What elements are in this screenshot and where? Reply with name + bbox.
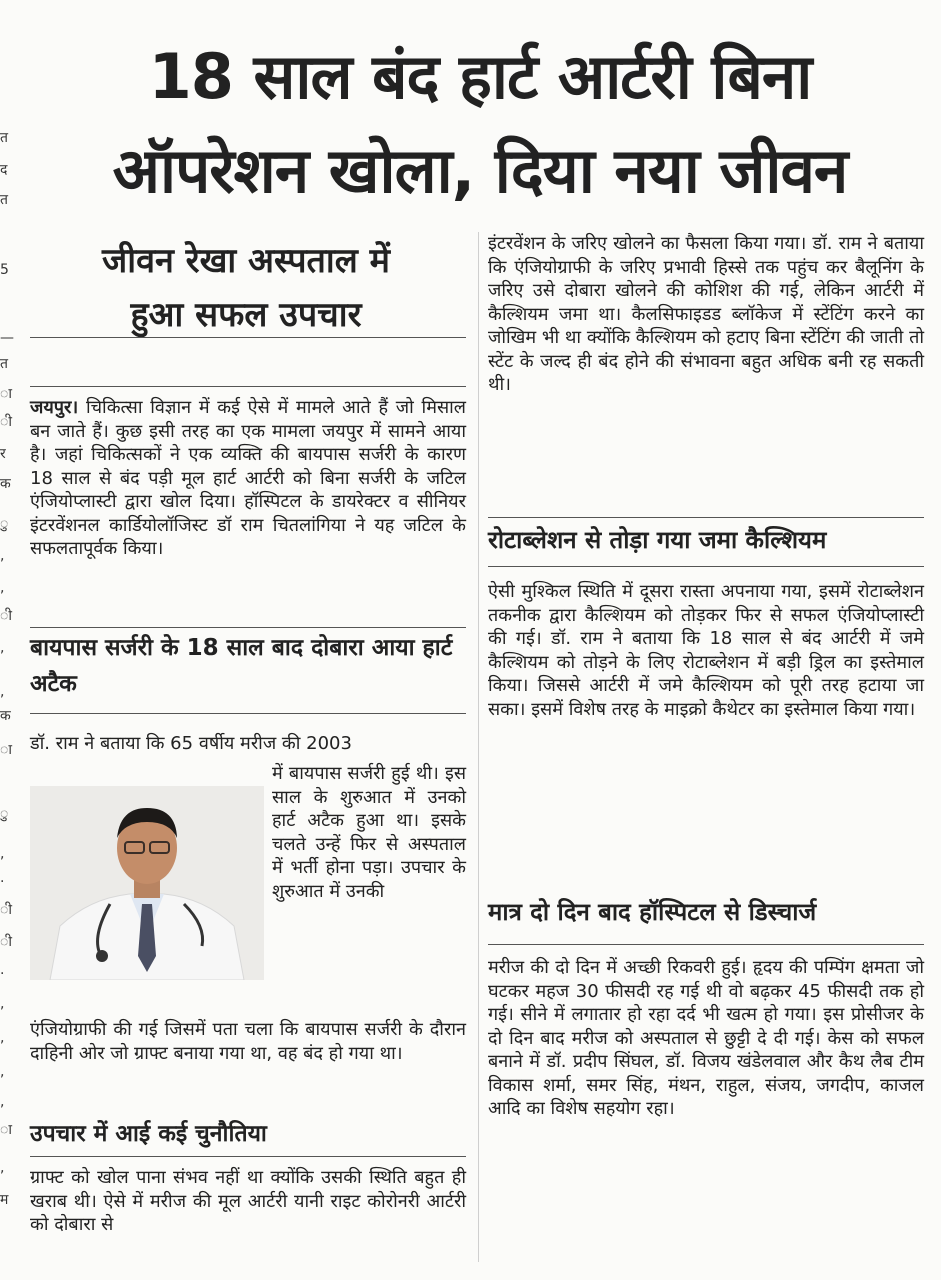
section2-text: ग्राफ्ट को खोल पाना संभव नहीं था क्योंकि उसकी स्थिति बहुत ही खराब थी। ऐसे में मरीज की मूल आर्टरी यानी राइट कोरोनरी आर्टरी को दोबारा से (30, 1167, 466, 1235)
section4-text: मरीज की दो दिन में अच्छी रिकवरी हुई। हृदय की पम्पिंग क्षमता जो घटकर महज 30 फीसदी रह गई थी वो बढ़कर 45 फीसदी तक हो गई। सीने में लगातार हो रहा दर्द भी खत्म हो गया। इस प्रोसीजर के दो दिन बाद मरीज को अस्पताल से छुट्टी दे दी गई। केस को सफल बनाने में डॉ. प्रदीप सिंघल, डॉ. विजय खंडेलवाल और कैथ लैब टीम विकास शर्मा, समर सिंह, मंथन, राहुल, संजय, जगदीप, काजल आदि का विशेष सहयोग रहा। (488, 957, 924, 1119)
section-heading-bypass: बायपास सर्जरी के 18 साल बाद दोबारा आया हार्ट अटैक (30, 635, 453, 697)
divider (488, 944, 924, 945)
headline-line-1: 18 साल बंद हार्ट आर्टरी बिना (148, 40, 812, 113)
divider (30, 627, 466, 628)
doctor-portrait-image (30, 786, 264, 980)
divider (30, 337, 466, 338)
article-subheadline (30, 234, 462, 342)
section3-text: ऐसी मुश्किल स्थिति में दूसरा रास्ता अपनाया गया, इसमें रोटाब्लेशन तकनीक द्वारा कैल्शियम को तोड़कर फिर से सफल एंजियोप्लास्टी की गई। डॉ. राम ने बताया कि 18 साल से बंद आर्टरी में जमे कैल्शियम को तोड़ने के लिए रोटाब्लेशन में बड़ी ड्रिल का इस्तेमाल किया। जिससे आर्टरी में जमे कैल्शियम को पूरी तरह हटाया जा सका। इसमें विशेष तरह के माइक्रो कैथेटर का इस्तेमाल किया गया। (488, 581, 924, 720)
subheadline-line-1: जीवन रेखा अस्पताल में (102, 241, 390, 281)
divider (488, 517, 924, 518)
column-divider (478, 232, 479, 1262)
section1-text-beside-photo: में बायपास सर्जरी हुई थी। इस साल के शुरुआत में उनको हार्ट अटैक हुआ था। इसके चलते उन्हें फिर से अस्पताल में भर्ती होना पड़ा। उपचार के शुरुआत में उनकी (272, 763, 466, 902)
column2-continued-text: इंटरवेंशन के जरिए खोलने का फैसला किया गया। डॉ. राम ने बताया कि एंजियोग्राफी के जरिए प्रभावी हिस्से तक पहुंच कर बैलूनिंग के जरिए उसे दोबारा खोलने की कोशिश की गई, लेकिन आर्टरी में कैल्शियम जमा था। कैलसिफाइडड ब्लॉकेज में स्टेंटिंग करने का जोखिम भी था क्योंकि कैल्शियम को हटाए बिना स्टेंटिंग की जाती तो स्टेंट के जल्द ही बंद होने की संभावना बहुत अधिक बनी रह सकती थी। (488, 233, 924, 395)
section-heading-discharge: मात्र दो दिन बाद हॉस्पिटल से डिस्चार्ज (488, 898, 817, 926)
divider (30, 713, 466, 714)
intro-text: चिकित्सा विज्ञान में कई ऐसे में मामले आते हैं जो मिसाल बन जाते हैं। कुछ इसी तरह का एक मामला जयपुर में सामने आया है। जहां चिकित्सकों ने एक व्यक्ति की बायपास सर्जरी के कारण 18 साल से बंद पड़ी मूल हार्ट आर्टरी को बिना सर्जरी के जटिल एंजियोप्लास्टी द्वारा खोल दिया। हॉस्पिटल के डायरेक्टर व सीनियर इंटरवेंशनल कार्डियोलॉजिस्ट डॉ राम चितलांगिया ने यह जटिल के सफलतापूर्वक किया। (30, 397, 466, 559)
divider (488, 566, 924, 567)
article-headline (40, 30, 920, 218)
divider (30, 386, 466, 387)
headline-line-2: ऑपरेशन खोला, दिया नया जीवन (112, 134, 848, 207)
section1-first-line: डॉ. राम ने बताया कि 65 वर्षीय मरीज की 2003 (30, 733, 352, 754)
intro-paragraph (30, 396, 466, 561)
dateline: जयपुर। (30, 397, 79, 418)
section-heading-rotablation: रोटाब्लेशन से तोड़ा गया जमा कैल्शियम (488, 526, 827, 554)
section-heading-challenges: उपचार में आई कई चुनौतिया (30, 1121, 267, 1147)
doctor-photo (30, 786, 264, 980)
subheadline-line-2: हुआ सफल उपचार (130, 295, 362, 335)
section1-text-after-photo: एंजियोग्राफी की गई जिसमें पता चला कि बायपास सर्जरी के दौरान दाहिनी ओर जो ग्राफ्ट बनाया गया था, वह बंद हो गया था। (30, 1019, 466, 1064)
adjacent-column-edge: त द त 5 — त ा ी र क ु , , ी , , क ा ु , . ी ी . , , , , ा , म (0, 130, 14, 1208)
divider (30, 1156, 466, 1157)
